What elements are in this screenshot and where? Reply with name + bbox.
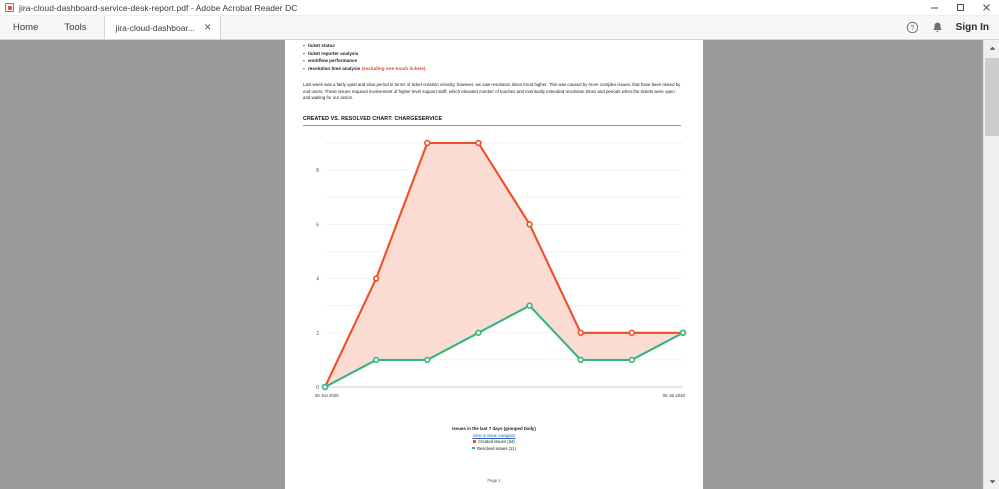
chart-legend <box>285 425 703 452</box>
tab-document-label: jira-cloud-dashboar... <box>115 22 195 33</box>
legend-entry-resolved <box>285 446 703 453</box>
list-item <box>303 42 693 50</box>
bullet-icon: ▪ <box>303 58 305 64</box>
tab-home[interactable]: Home <box>13 22 39 33</box>
legend-swatch-resolved <box>472 447 475 450</box>
chart-area-created <box>325 143 683 387</box>
close-icon[interactable]: ✕ <box>203 22 212 32</box>
acrobat-icon <box>5 3 14 12</box>
chevron-down-icon[interactable] <box>984 473 999 489</box>
vertical-scrollbar[interactable] <box>983 40 999 489</box>
svg-text:8: 8 <box>316 168 319 175</box>
minimize-button[interactable] <box>921 0 947 16</box>
bullet-icon: ▪ <box>303 50 305 56</box>
window-controls <box>921 0 999 16</box>
chevron-up-icon[interactable] <box>984 40 999 56</box>
svg-text:4: 4 <box>316 276 319 283</box>
svg-text:2: 2 <box>316 330 319 337</box>
sign-in-button[interactable]: Sign In <box>955 22 989 33</box>
scrollbar-thumb[interactable] <box>985 58 999 136</box>
bullet-icon: ▪ <box>303 65 305 71</box>
list-item-label: workflow performance <box>308 58 358 64</box>
legend-swatch-created <box>473 440 476 443</box>
window-title: jira-cloud-dashboard-service-desk-report.pdf - Adobe Acrobat Reader DC <box>19 2 298 13</box>
list-item <box>303 50 693 58</box>
legend-label-created: Created issues (34) <box>478 439 515 444</box>
list-item-label: ticket status <box>308 43 335 48</box>
issue-navigator-link[interactable]: View in issue navigator <box>472 433 516 438</box>
pdf-page <box>285 40 703 489</box>
chart-heading: CREATED VS. RESOLVED CHART: CHARGESERVICE <box>303 116 681 126</box>
summary-paragraph: Last week was a fairly quiet and slow period in terms of ticket creation velocity, however, we saw resolution times trend higher. This was caused by more complex issues, that have been raised by end users. These issues required involvement of higher level support staff, which elevated number of touches and eventually extended resolution times and periods when the tickets were open and waiting for our action. <box>303 82 681 101</box>
tab-tools[interactable]: Tools <box>64 22 87 33</box>
list-item <box>303 65 693 73</box>
legend-label-resolved: Resolved issues (11) <box>476 445 516 451</box>
bullet-icon: ▪ <box>303 43 305 48</box>
svg-text:6: 6 <box>316 222 319 229</box>
tab-bar <box>0 16 999 40</box>
question-circle-icon[interactable] <box>906 21 920 35</box>
tab-bar-actions <box>906 16 999 39</box>
tab-document[interactable] <box>104 16 222 39</box>
list-item-label: resolution time analysis <box>308 65 361 71</box>
list-item-label: ticket reporter analysis <box>308 50 359 56</box>
svg-text:?: ? <box>910 25 915 33</box>
chart-x-tick-end: 06 Jul 2020 <box>662 393 685 398</box>
legend-entry-created <box>285 439 703 446</box>
window-title-bar <box>0 0 999 16</box>
list-item <box>303 57 693 65</box>
close-button[interactable] <box>973 0 999 16</box>
list-item-note: (excluding one-touch tickets) <box>361 65 426 71</box>
chart-svg <box>299 135 689 403</box>
bell-icon[interactable] <box>931 21 945 35</box>
chart-legend-title: Issues in the last 7 days (grouped Daily) <box>452 426 536 431</box>
pdf-viewer <box>0 40 999 489</box>
chart-x-tick-start: 30 Jun 2020 <box>315 393 339 398</box>
created-vs-resolved-chart <box>299 135 689 403</box>
page-footer: Page 1 <box>487 478 501 483</box>
bullet-list <box>303 42 693 72</box>
maximize-button[interactable] <box>947 0 973 16</box>
svg-text:0: 0 <box>316 385 319 391</box>
chart-y-axis-labels <box>316 168 319 391</box>
